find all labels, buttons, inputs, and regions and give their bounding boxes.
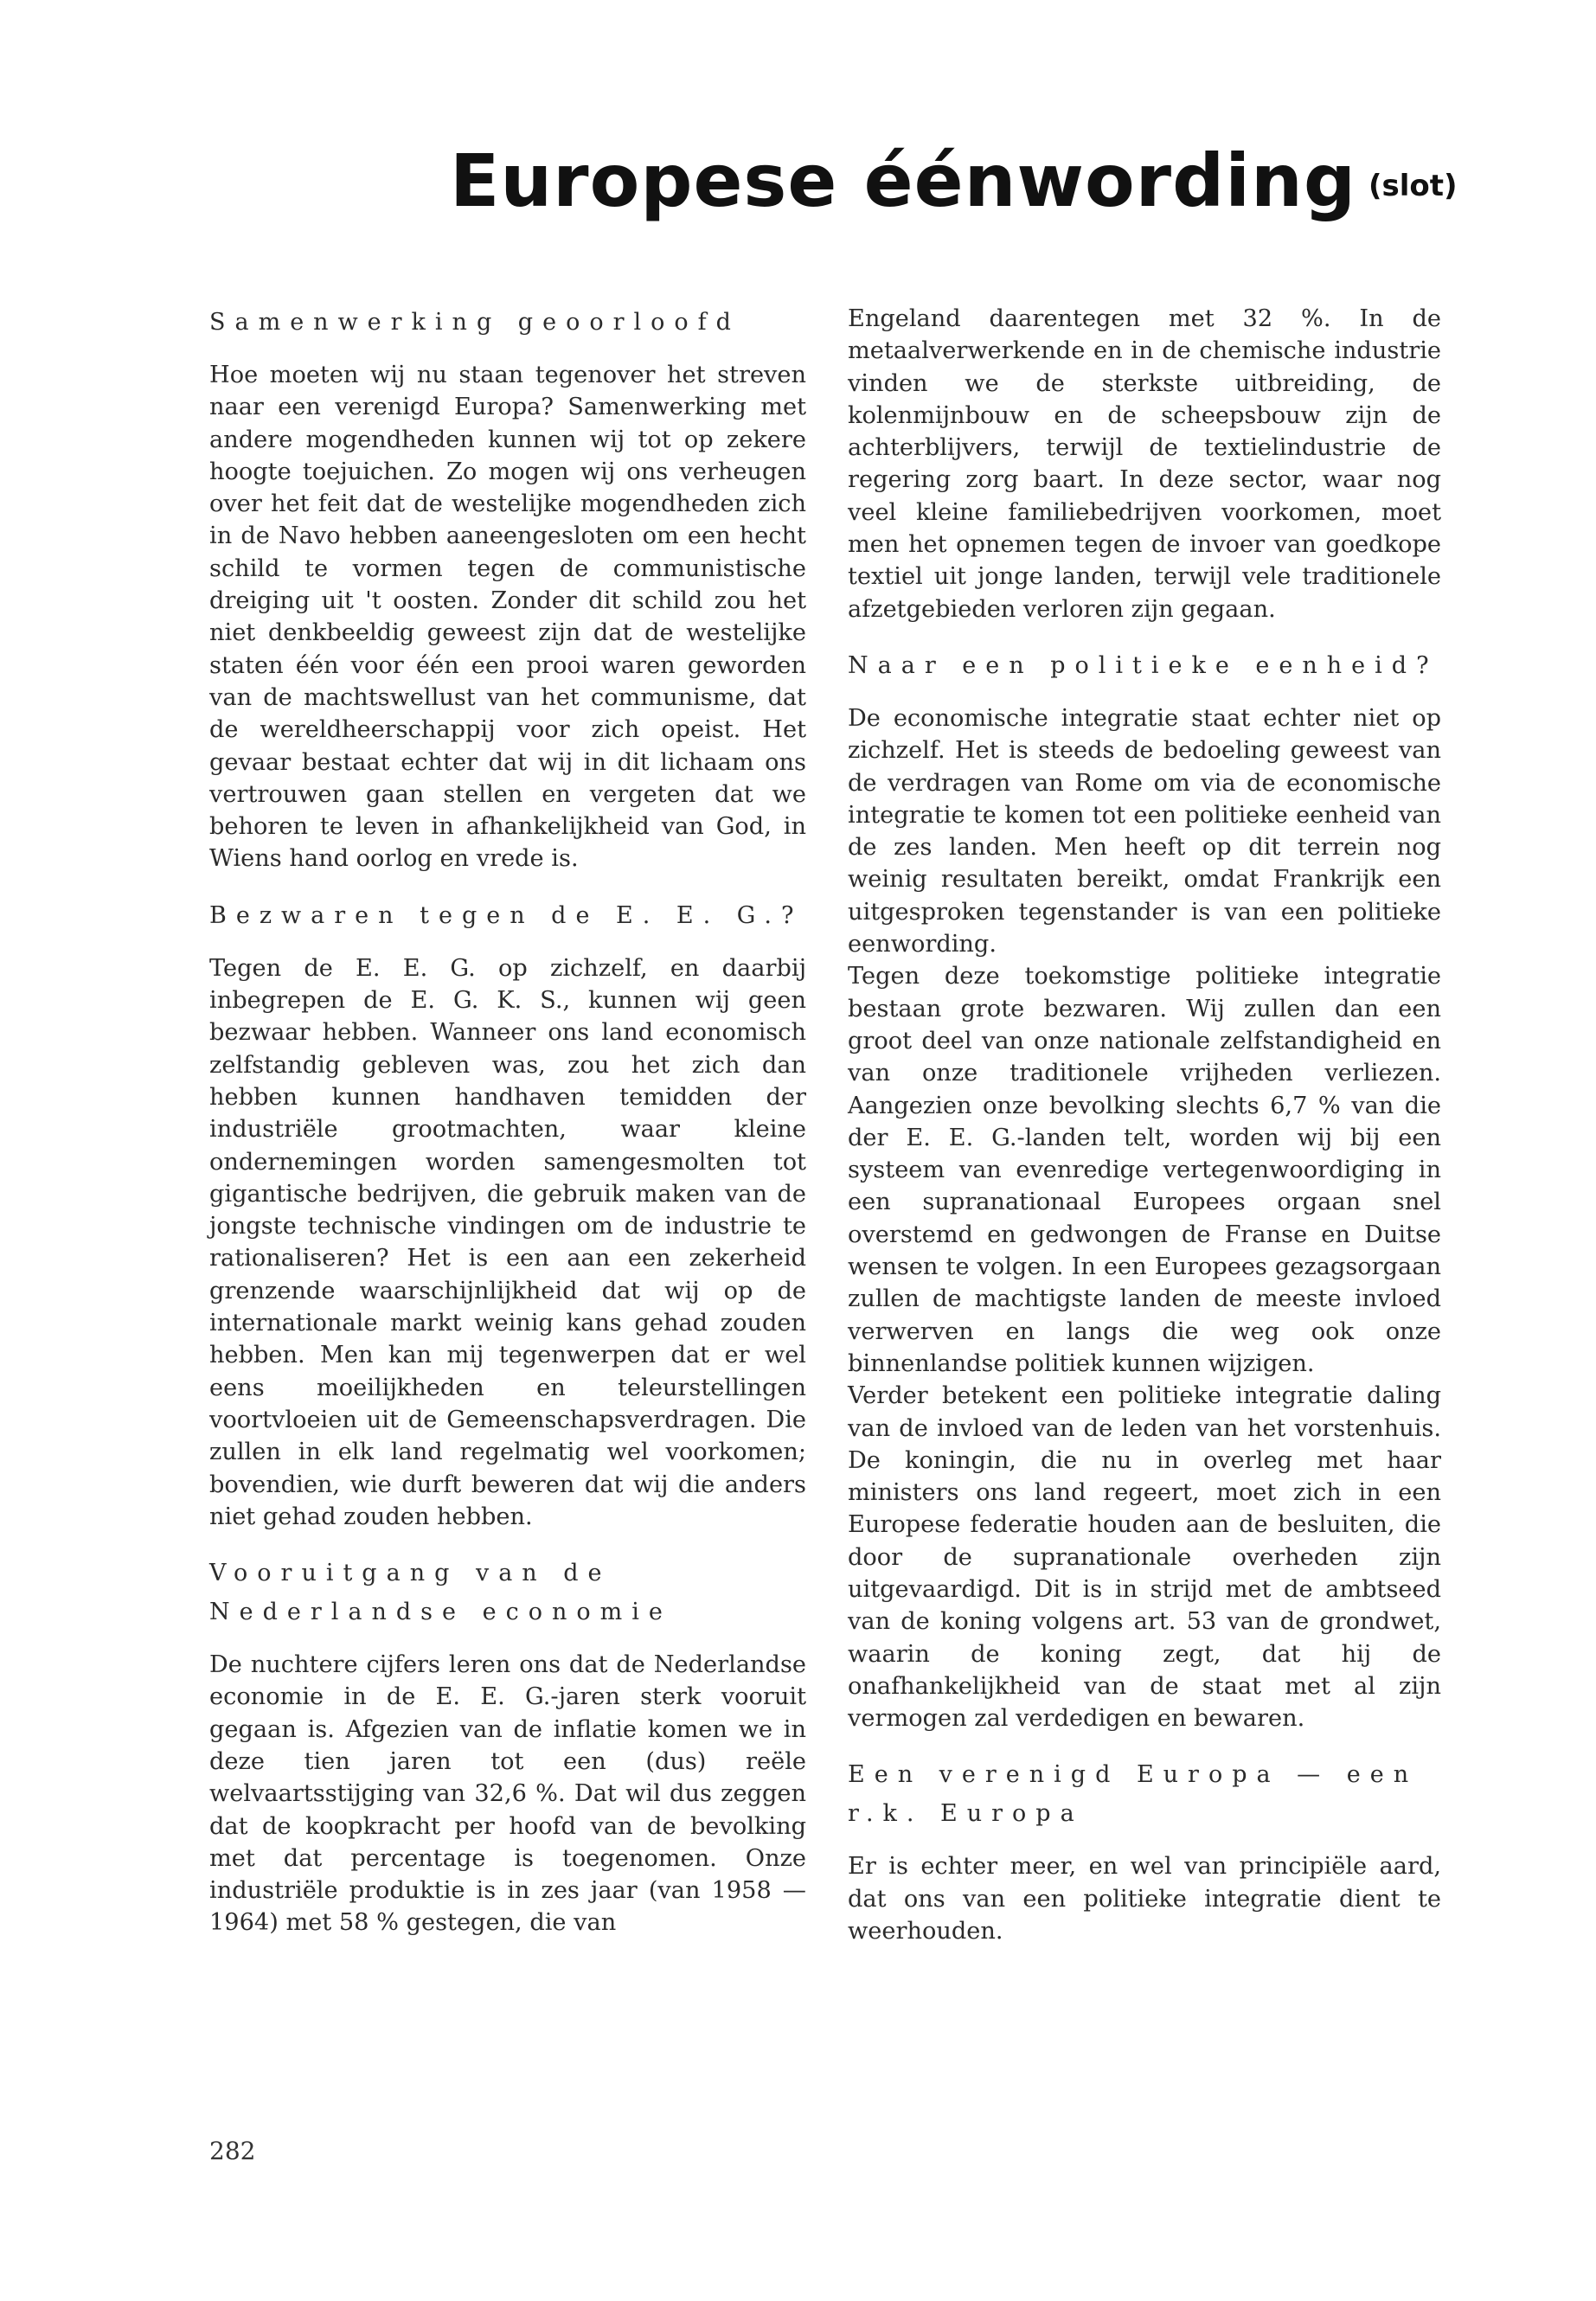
section-heading-verenigd-europa: Een verenigd Europa — een r.k. Europa: [848, 1761, 1419, 1828]
left-column: [209, 303, 806, 1939]
paragraph-vooruitgang: De nuchtere cijfers leren ons dat de Nederlandse economie in de E. E. G.-jaren sterk vooruit gegaan is. Afgezien van de inflatie komen we in deze tien jaren tot een (dus) reële welvaartsstijging van 32,6 %. Dat wil dus zeggen dat de koopkracht per hoofd van de bevolking met dat percentage is toegenomen. Onze industriële produktie is in zes jaar (van 1958 — 1964) met 58 % gestegen, die van: [209, 1651, 806, 1937]
right-column: [848, 303, 1441, 1947]
paragraph-continued: Engeland daarentegen met 32 %. In de metaalverwerkende en in de chemische industrie vinden we de sterkste uitbreiding, de kolenmijnbouw en de scheepsbouw zijn de achterblijvers, terwijl de textielindustrie de regering zorg baart. In deze sector, waar nog veel kleine familiebedrijven voorkomen, moet men het opnemen tegen de invoer van goedkope textiel uit jonge landen, terwijl vele traditionele afzetgebieden verloren zijn gegaan.: [848, 305, 1441, 623]
section-heading-politieke-eenheid: Naar een politieke eenheid?: [848, 651, 1439, 679]
paragraph-verenigd-europa: Er is echter meer, en wel van principiële aard, dat ons van een politieke integratie dient te weerhouden.: [848, 1853, 1441, 1945]
title-main: Europese éénwording: [450, 138, 1356, 223]
section-heading-samenwerking: Samenwerking geoorloofd: [209, 309, 740, 336]
title-suffix: (slot): [1368, 169, 1458, 204]
paragraph-samenwerking: Hoe moeten wij nu staan tegenover het streven naar een verenigd Europa? Samenwerking met andere mogendheden kunnen wij tot op zekere hoogte toejuichen. Zo mogen wij ons verheugen over het feit dat de westelijke mogendheden zich in de Navo hebben aaneengesloten om een hecht schild te vormen tegen de communistische dreiging uit 't oosten. Zonder dit schild zou het niet denkbeeldig geweest zijn dat de westelijke staten één voor één een prooi waren geworden van de machtswellust van het communisme, dat de wereldheerschappij voor zich opeist. Het gevaar bestaat echter dat wij in dit lichaam ons vertrouwen gaan stellen en vergeten dat we behoren te leven in afhankelijkheid van God, in Wiens hand oorlog en vrede is.: [209, 362, 806, 873]
section-heading-bezwaren: Bezwaren tegen de E. E. G.?: [209, 901, 804, 929]
paragraph-politieke-eenheid-3: Verder betekent een politieke integratie daling van de invloed van de leden van het vorstenhuis. De koningin, die nu in overleg met haar ministers ons land regeert, moet zich in een Europese federatie houden aan de besluiten, die door de supranationale overheden zijn uitgevaardigd. Dit is in strijd met de ambtseed van de koning volgens art. 53 van de grondwet, waarin de koning zegt, dat hij de onafhankelijkheid van de staat met al zijn vermogen zal verdedigen en bewaren.: [848, 1382, 1441, 1733]
paragraph-bezwaren: Tegen de E. E. G. op zichzelf, en daarbij inbegrepen de E. G. K. S., kunnen wij geen bezwaar hebben. Wanneer ons land economisch zelfstandig gebleven was, zou het zich dan hebben kunnen handhaven temidden der industriële grootmachten, waar kleine ondernemingen worden samengesmolten tot gigantische bedrijven, die gebruik maken van de jongste technische vindingen om de industrie te rationaliseren? Het is een aan een zekerheid grenzende waarschijnlijkheid dat wij op de internationale markt weinig kans gehad zouden hebben. Men kan mij tegenwerpen dat er wel eens moeilijkheden en teleurstellingen voortvloeien uit de Gemeenschapsverdragen. Die zullen in elk land regelmatig wel voorkomen; bovendien, wie durft beweren dat wij die anders niet gehad zouden hebben.: [209, 954, 806, 1530]
paragraph-politieke-eenheid-2: Tegen deze toekomstige politieke integratie bestaan grote bezwaren. Wij zullen dan een groot deel van onze nationale zelfstandigheid en van onze traditionele vrijheden verliezen. Aangezien onze bevolking slechts 6,7 % van die der E. E. G.-landen telt, worden wij bij een systeem van evenredige vertegenwoordiging in een supranationaal Europees orgaan snel overstemd en gedwongen de Franse en Duitse wensen te volgen. In een Europees gezagsorgaan zullen de machtigste landen de meeste invloed verwerven en langs die weg ook onze binnenlandse politiek kunnen wijzigen.: [848, 963, 1441, 1377]
section-heading-vooruitgang: Vooruitgang van de Nederlandse economie: [209, 1560, 672, 1626]
paragraph-politieke-eenheid-1: De economische integratie staat echter niet op zichzelf. Het is steeds de bedoeling geweest van de verdragen van Rome om via de economische integratie te komen tot een politieke eenheid van de zes landen. Men heeft op dit terrein nog weinig resultaten bereikt, omdat Frankrijk een uitgesproken tegenstander is van een politieke eenwording.: [848, 704, 1441, 958]
page-number: 282: [209, 2137, 256, 2165]
article-title: [450, 138, 1458, 223]
